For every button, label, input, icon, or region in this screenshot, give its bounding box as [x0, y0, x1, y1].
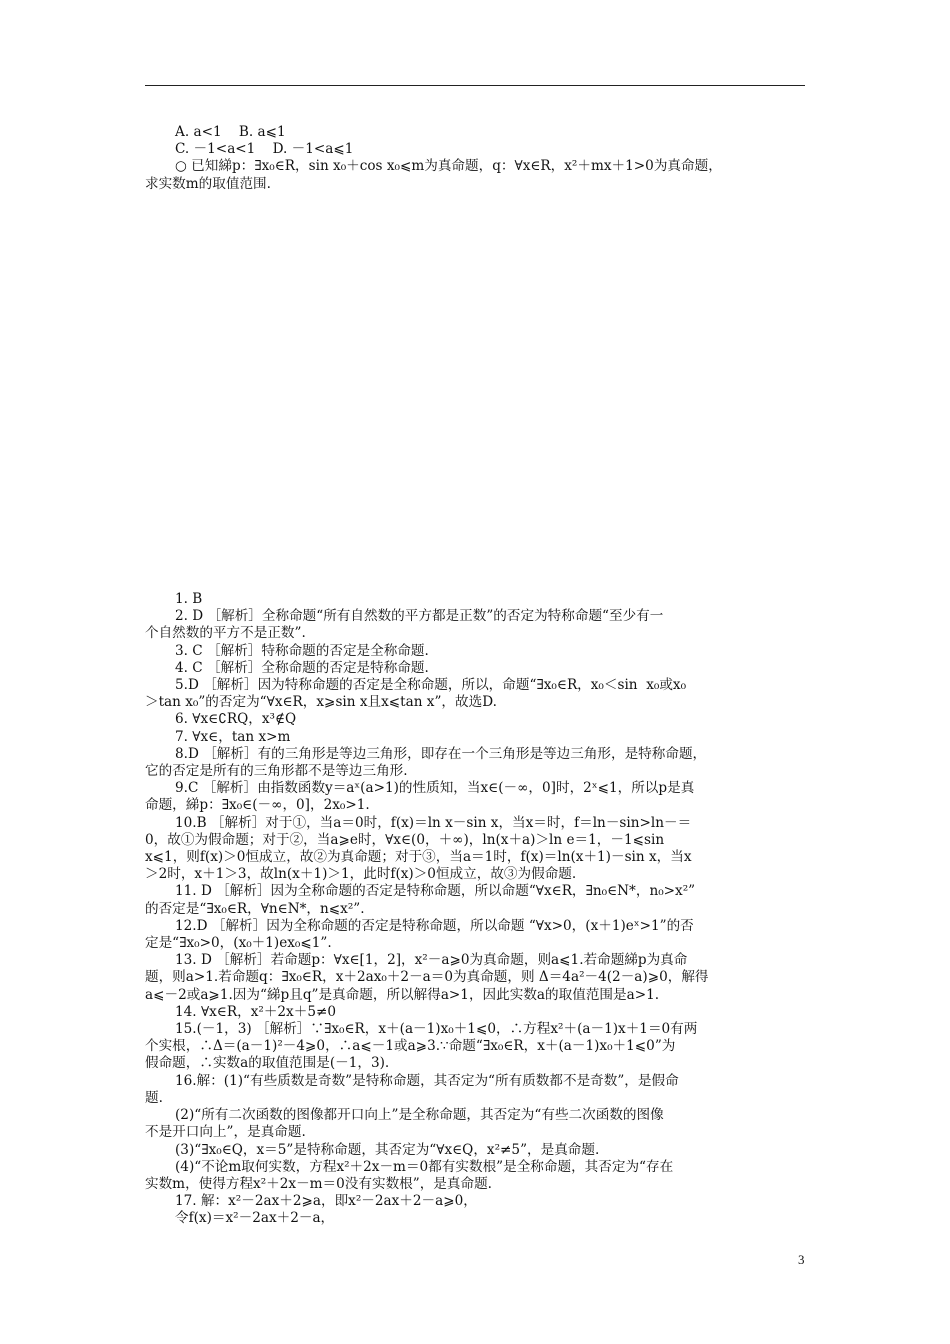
- text-line: 14. ∀x∈R，x²＋2x＋5≠0: [175, 1003, 337, 1020]
- text-line: 15.(－1，3) ［解析］∵∃x₀∈R，x＋(a－1)x₀＋1⩽0，∴方程x²＋(a－1)x＋1＝0有两: [175, 1021, 698, 1038]
- text-line: 11. D ［解析］因为全称命题的否定是特称命题，所以命题“∀x∈R，∃n₀∈N*，n₀>x²”: [175, 883, 696, 900]
- text-line: a⩽－2或a⩾1.因为“綈p且q”是真命题，所以解得a>1，因此实数a的取值范围是a>1.: [145, 986, 660, 1003]
- text-line: 4. C ［解析］全称命题的否定是特称命题.: [175, 659, 429, 676]
- text-line: 它的否定是所有的三角形都不是等边三角形.: [145, 763, 408, 780]
- text-line: 9.C ［解析］由指数函数y＝aˣ(a>1)的性质知，当x∈(－∞，0]时，2ˣ⩽1，所以p是真: [175, 780, 695, 797]
- text-line: 个实根，∴Δ＝(a－1)²－4⩾0，∴a⩽－1或a⩾3.∵命题“∃x₀∈R，x＋(a－1)x₀＋1⩽0”为: [145, 1038, 676, 1055]
- page-number: 3: [798, 1252, 805, 1267]
- text-line: 16.解：(1)“有些质数是奇数”是特称命题，其否定为“所有质数都不是奇数”，是假命: [175, 1072, 679, 1089]
- text-line: 题，则a>1.若命题q：∃x₀∈R，x＋2ax₀＋2－a＝0为真命题，则 Δ＝4a²－4(2－a)⩾0，解得: [145, 969, 709, 986]
- text-line: 8.D ［解析］有的三角形是等边三角形，即存在一个三角形是等边三角形，是特称命题，: [175, 745, 707, 762]
- text-line: ＞2时，x＋1＞3，故ln(x＋1)＞1，此时f(x)＞0恒成立，故③为假命题.: [145, 866, 577, 883]
- answer-block: [145, 591, 810, 1228]
- text-line: 命题，綈p：∃x₀∈(－∞，0]，2x₀>1.: [145, 797, 370, 814]
- header-rule: [145, 85, 805, 86]
- text-line: 令f(x)＝x²－2ax＋2－a，: [175, 1210, 335, 1227]
- text-line: 实数m，使得方程x²＋2x－m＝0没有实数根”，是真命题.: [145, 1175, 493, 1192]
- text-line: 3. C ［解析］特称命题的否定是全称命题.: [175, 642, 429, 659]
- text-line: (4)“不论m取何实数，方程x²＋2x－m＝0都有实数根”是全称命题，其否定为“存在: [175, 1158, 674, 1175]
- text-line: 10.B ［解析］对于①，当a＝0时，f(x)＝ln x－sin x，当x＝时，f＝ln－sin>ln－＝: [175, 814, 692, 831]
- text-line: 12.D ［解析］因为全称命题的否定是特称命题，所以命题 “∀x>0，(x＋1)eˣ>1”的否: [175, 917, 694, 934]
- question-block: [145, 124, 810, 193]
- text-line: ＞tan x₀”的否定为“∀x∈R，x⩾sin x且x⩽tan x”，故选D.: [145, 694, 497, 711]
- text-line: 假命题，∴实数a的取值范围是(－1，3).: [145, 1055, 390, 1072]
- text-line: 题.: [145, 1089, 163, 1106]
- text-line: 1. B: [175, 591, 203, 607]
- text-line: (3)“∃x₀∈Q，x＝5”是特称命题，其否定为“∀x∈Q，x²≠5”，是真命题.: [175, 1141, 600, 1158]
- text-line: 0，故①为假命题；对于②，当a⩾e时，∀x∈(0，＋∞)，ln(x＋a)＞ln e＝1，－1⩽sin: [145, 831, 665, 848]
- text-line: 定是“∃x₀>0，(x₀＋1)ex₀⩽1”.: [145, 935, 332, 952]
- text-line: 个自然数的平方不是正数”.: [145, 625, 306, 642]
- text-line: C. －1<a<1 D. －1<a⩽1: [175, 141, 354, 158]
- text-line: 求实数m的取值范围.: [145, 175, 271, 192]
- text-line: (2)“所有二次函数的图像都开口向上”是全称命题，其否定为“有些二次函数的图像: [175, 1107, 664, 1124]
- text-line: 7. ∀x∈，tan x>m: [175, 728, 291, 745]
- text-line: 5.D ［解析］因为特称命题的否定是全称命题，所以，命题“∃x₀∈R，x₀＜sin x₀或x₀: [175, 677, 687, 694]
- text-line: ○ 已知綈p：∃x₀∈R，sin x₀＋cos x₀⩽m为真命题，q：∀x∈R，x²＋mx＋1>0为真命题，: [175, 158, 722, 175]
- text-line: 17. 解：x²－2ax＋2⩾a，即x²－2ax＋2－a⩾0，: [175, 1193, 477, 1210]
- text-line: 6. ∀x∈∁RQ，x³∉Q: [175, 711, 297, 728]
- text-line: 的否定是“∃x₀∈R，∀n∈N*，n⩽x²”.: [145, 900, 365, 917]
- text-line: 不是开口向上”，是真命题.: [145, 1124, 306, 1141]
- text-line: x⩽1，则f(x)＞0恒成立，故②为真命题；对于③，当a＝1时，f(x)＝ln(x＋1)－sin x，当x: [145, 849, 692, 866]
- text-line: 2. D ［解析］全称命题“所有自然数的平方都是正数”的否定为特称命题“至少有一: [175, 608, 664, 625]
- text-line: 13. D ［解析］若命题p：∀x∈[1，2]，x²－a⩾0为真命题，则a⩽1.若命题綈p为真命: [175, 952, 688, 969]
- text-line: A. a<1 B. a⩽1: [175, 124, 286, 140]
